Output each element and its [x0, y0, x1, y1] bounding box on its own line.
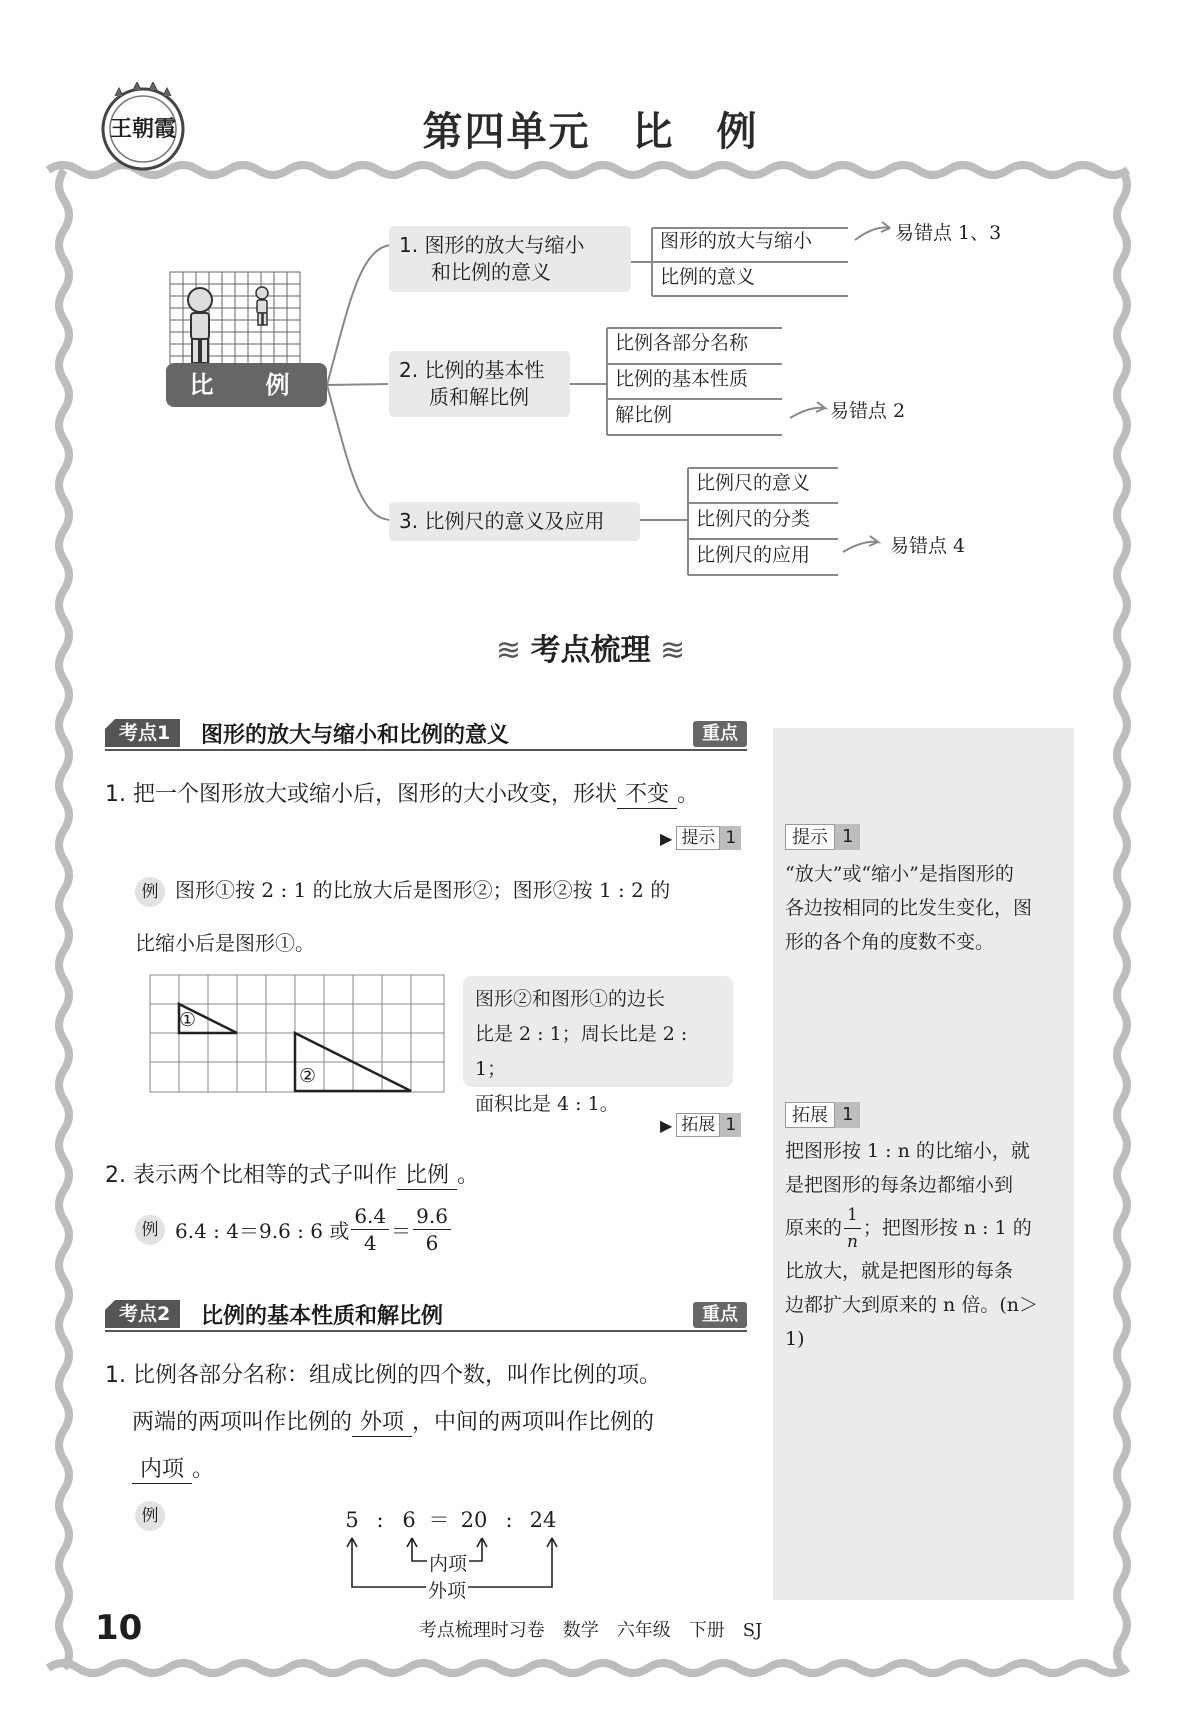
leaf-2-3: 解比例	[615, 404, 673, 426]
k1-item-2-answer: 比例	[397, 1158, 457, 1190]
branch-3-line-1: 3. 比例尺的意义及应用	[399, 509, 605, 533]
error-point-3: 易错点 4	[890, 535, 966, 557]
mindmap-root: 比 例	[166, 363, 327, 407]
side-expand-text: 把图形按 1 : n 的比缩小，就 是把图形的每条边都缩小到 原来的 $\frac{1}{n}$ ；把图形按 n : 1 的 比放大，就是把图形的每条 边都扩大到原来的 n 倍。(n＞ 1)	[785, 1140, 1038, 1350]
k1-item-1: 1. 把一个图形放大或缩小后，图形的大小改变，形状 不变 。	[105, 777, 699, 809]
frame-top-wave	[48, 165, 1128, 175]
mindmap-branch-2	[389, 351, 570, 417]
k1-item-1-answer: 不变	[617, 777, 677, 809]
k2-example-mark: 例	[135, 1501, 175, 1531]
section-title: ≋ 考点梳理 ≋	[495, 633, 686, 668]
example-mark: 例	[135, 1215, 165, 1245]
leaf-2-1: 比例各部分名称	[615, 332, 749, 354]
frame-bottom-wave	[48, 1663, 1128, 1673]
branch-1-line-1: 1. 图形的放大与缩小	[399, 233, 585, 257]
side-fraction: $\frac{1}{n}$	[844, 1202, 861, 1255]
k1-hint-link[interactable]: ▶ 提示 1	[660, 826, 741, 850]
fraction-a: $\frac{6.4}{4}$	[351, 1203, 389, 1256]
outer-terms-label: 外项	[426, 1576, 468, 1603]
footer-text: 考点梳理时习卷 数学 六年级 下册 SJ	[418, 1620, 763, 1641]
kaodian-1-key-tag: 重点	[693, 721, 747, 747]
page-number: 10	[95, 1608, 143, 1648]
wave-right-icon: ≋	[650, 633, 686, 668]
triangle-1-label: ①	[179, 1009, 197, 1031]
branch-2-line-1: 2. 比例的基本性	[399, 358, 545, 382]
leaf-1-2: 比例的意义	[660, 266, 756, 288]
kaodian-2-badge: 考点2	[105, 1300, 180, 1328]
k2-outer-answer: 外项	[352, 1405, 412, 1437]
child-figure-small	[256, 287, 268, 325]
k1-figure-note: 图形②和图形①的边长 比是 2 : 1；周长比是 2 : 1； 面积比是 4 : 1。	[463, 976, 733, 1087]
grid-illustration	[170, 272, 300, 368]
k1-example-2: 例 6.4 : 4＝9.6 : 6 或 $\frac{6.4}{4}$ ＝ $\frac{9.6}{6}$	[135, 1203, 453, 1256]
leaf-1-1: 图形的放大与缩小	[660, 230, 813, 252]
leaf-3-2: 比例尺的分类	[696, 508, 811, 530]
branch-1-line-2: 和比例的意义	[431, 260, 551, 284]
k2-line-2: 两端的两项叫作比例的 外项 ，中间的两项叫作比例的	[132, 1405, 654, 1437]
triangle-2-label: ②	[299, 1065, 317, 1087]
play-arrow-icon: ▶	[660, 1115, 673, 1135]
leaf-2-2: 比例的基本性质	[615, 368, 749, 390]
kaodian-2-header	[105, 1298, 747, 1332]
side-hint-tag: 提示 1	[785, 824, 860, 850]
kaodian-2-key-tag: 重点	[693, 1302, 747, 1328]
proportion-expression: 5 : 6 ＝ 20 : 24	[345, 1508, 557, 1532]
k1-item-2: 2. 表示两个比相等的式子叫作 比例 。	[105, 1158, 479, 1190]
leaf-3-3: 比例尺的应用	[696, 544, 811, 566]
wave-left-icon: ≋	[495, 633, 531, 668]
k1-example-1-line-2: 比缩小后是图形①。	[135, 931, 315, 955]
frame-left-wave	[59, 170, 69, 1668]
mindmap-branch-3	[389, 502, 640, 541]
k1-expand-link[interactable]: ▶ 拓展 1	[660, 1113, 741, 1137]
page-title: 第四单元 比 例	[422, 109, 759, 155]
kaodian-1-title: 图形的放大与缩小和比例的意义	[201, 723, 510, 748]
error-point-2: 易错点 2	[830, 400, 906, 422]
example-mark: 例	[135, 877, 165, 907]
kaodian-1-header	[105, 717, 747, 751]
kaodian-2-title: 比例的基本性质和解比例	[201, 1304, 444, 1329]
kaodian-1-badge: 考点1	[105, 719, 180, 747]
play-arrow-icon: ▶	[660, 828, 673, 848]
publisher-logo: 王朝霞	[100, 82, 186, 172]
child-figure-large	[188, 288, 212, 363]
k2-line-1: 1. 比例各部分名称：组成比例的四个数，叫作比例的项。	[105, 1363, 661, 1388]
mindmap-branch-1	[389, 226, 631, 292]
frame-right-wave	[1117, 170, 1127, 1668]
k1-example-1: 例 图形①按 2 : 1 的比放大后是图形②；图形②按 1 : 2 的	[135, 874, 670, 907]
inner-terms-label: 内项	[427, 1549, 469, 1576]
leaf-3-1: 比例尺的意义	[696, 472, 811, 494]
k2-inner-answer: 内项	[132, 1452, 192, 1484]
branch-2-line-2: 质和解比例	[429, 385, 529, 409]
fraction-b: $\frac{9.6}{6}$	[413, 1203, 451, 1256]
k2-line-3: 内项 。	[132, 1452, 214, 1484]
side-expand-tag: 拓展 1	[785, 1102, 860, 1128]
side-hint-text: “放大”或“缩小”是指图形的 各边按相同的比发生变化，图 形的各个角的度数不变。	[785, 863, 1033, 953]
error-point-1: 易错点 1、3	[895, 222, 1002, 244]
